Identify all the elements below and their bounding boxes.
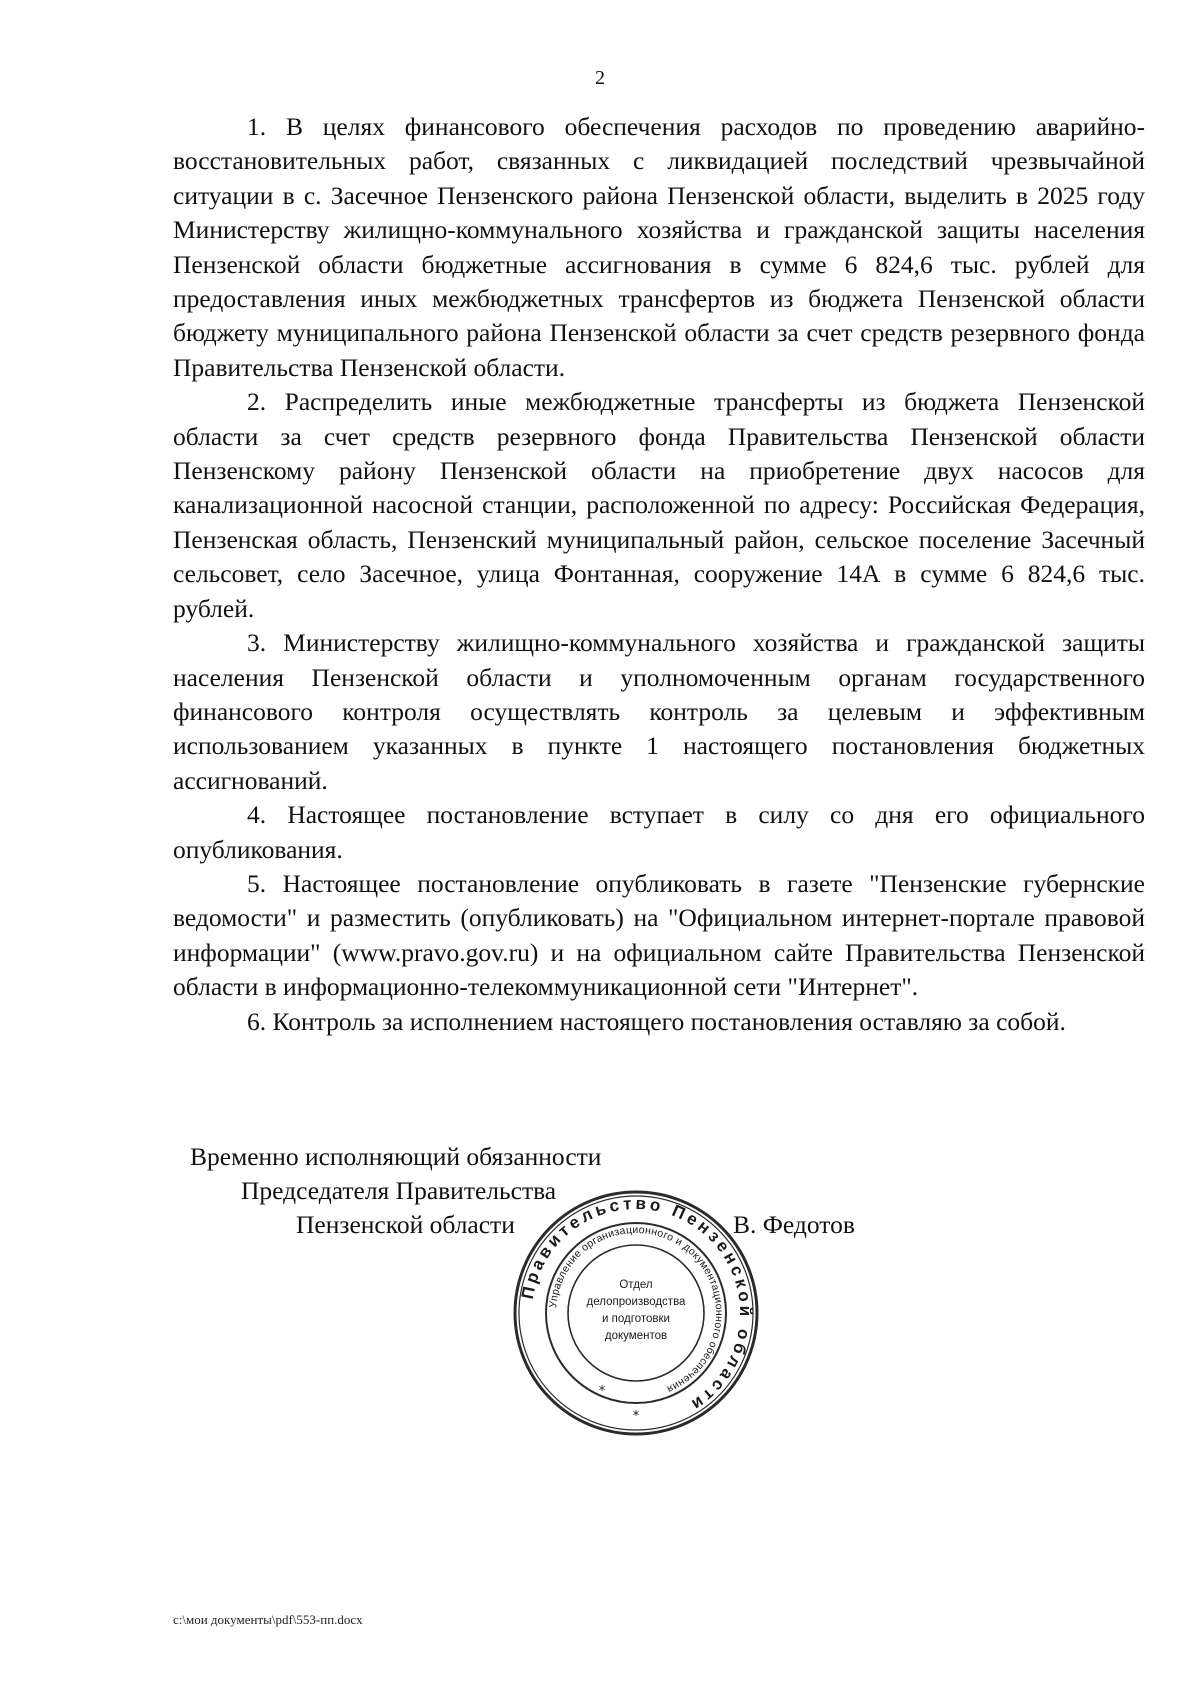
page-number: 2 — [595, 67, 605, 89]
signer-name: В. Федотов — [733, 1210, 855, 1239]
stamp-center-line-2: делопроизводства — [586, 1296, 686, 1308]
paragraph-2: 2. Распределить иные межбюджетные трансферты из бюджета Пензенской области за счет средств резервного фонда Правительства Пензенской области Пензенскому району Пензенской области на приобретение двух насосов для канализационной насосной станции, расположенной по адресу: Российская Федерация, Пензенская область, Пензенский муниципальный район, сельское поселение Засечный сельсовет, село Засечное, улица Фонтанная, сооружение 14А в сумме 6 824,6 тыс. рублей. — [173, 387, 1145, 623]
paragraph-1: 1. В целях финансового обеспечения расходов по проведению аварийно-восстановительных работ, связанных с ликвидацией последствий чрезвычайной ситуации в с. Засечное Пензенского района Пензенской области, выделить в 2025 году Министерству жилищно-коммунального хозяйства и гражданской защиты населения Пензенской области бюджетные ассигнования в сумме 6 824,6 тыс. рублей для предоставления иных межбюджетных трансфертов из бюджета Пензенской области бюджету муниципального района Пензенской области за счет средств резервного фонда Правительства Пензенской области. — [173, 112, 1145, 382]
stamp-center-line-3: и подготовки — [602, 1313, 670, 1325]
stamp-center-line-1: Отдел — [619, 1279, 653, 1291]
stamp-center-line-4: документов — [604, 1330, 668, 1342]
paragraph-3: 3. Министерству жилищно-коммунального хозяйства и гражданской защиты населения Пензенской области и уполномоченным органам государственного финансового контроля осуществлять контроль за целевым и эффективным использованием указанных в пункте 1 настоящего постановления бюджетных ассигнований. — [173, 628, 1145, 795]
paragraph-4: 4. Настоящее постановление вступает в силу со дня его официального опубликования. — [173, 800, 1145, 864]
signer-position-line-1: Временно исполняющий обязанности — [190, 1142, 602, 1171]
stamp-inner-text: Управление организационного и документационного обеспечения — [547, 1223, 726, 1396]
stamp-star-icon-bottom: * — [632, 1409, 640, 1424]
stamp-outer-text: Правительство Пензенской области — [517, 1193, 756, 1417]
stamp-star-icon-left: * — [598, 1384, 606, 1399]
official-seal-stamp — [513, 1190, 759, 1436]
footer-file-path: c:\мои документы\pdf\553-пп.docx — [173, 1612, 363, 1627]
signer-position-line-2: Председателя Правительства — [241, 1176, 557, 1205]
document-body — [173, 110, 1145, 1039]
signer-position-line-3: Пензенской области — [296, 1210, 515, 1239]
paragraph-5: 5. Настоящее постановление опубликовать в газете "Пензенские губернские ведомости" и разместить (опубликовать) на "Официальном интернет-портале правовой информации" (www.pravo.gov.ru) и на официальном сайте Правительства Пензенской области в информационно-телекоммуникационной сети "Интернет". — [173, 868, 1145, 1002]
paragraph-6: 6. Контроль за исполнением настоящего постановления оставляю за собой. — [247, 1006, 1066, 1036]
